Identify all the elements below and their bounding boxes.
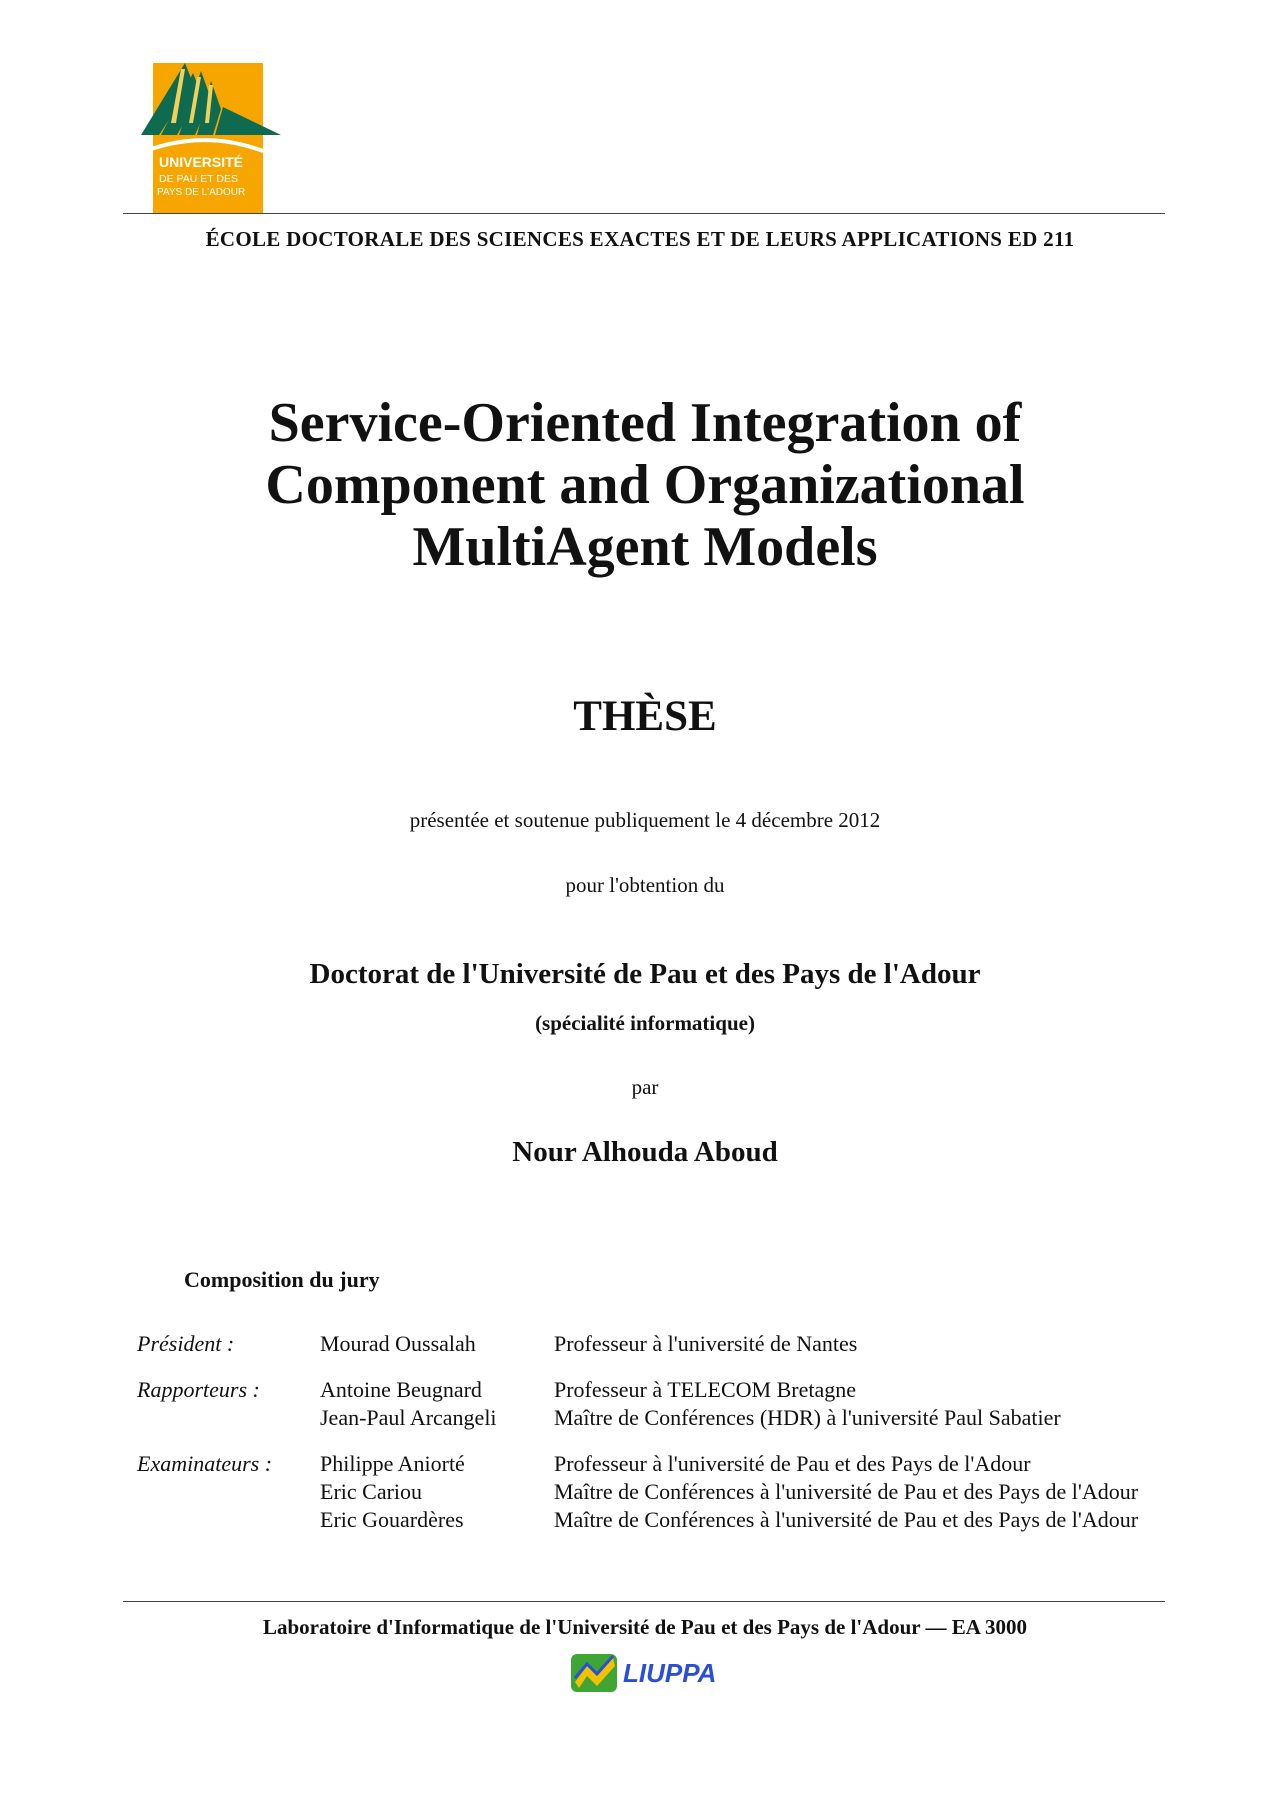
logo-line-2: DE PAU ET DES: [159, 173, 238, 185]
title-line-2: Component and Organizational: [265, 454, 1025, 516]
jury-member-name: Mourad Oussalah: [320, 1331, 476, 1356]
liuppa-text: LIUPPA: [623, 1658, 717, 1688]
thesis-title: [0, 392, 1280, 578]
author-name: Nour Alhouda Aboud: [512, 1136, 778, 1168]
jury-role: Rapporteurs :: [137, 1377, 260, 1402]
presentation-date: présentée et soutenue publiquement le 4 décembre 2012: [409, 808, 881, 832]
jury-row: [137, 1450, 1138, 1478]
thesis-label: THÈSE: [573, 693, 717, 740]
jury-row: [137, 1376, 1138, 1404]
title-line-3: MultiAgent Models: [412, 516, 878, 578]
university-logo-icon: [123, 63, 281, 213]
jury-row: [137, 1404, 1138, 1432]
jury-member-affiliation: Maître de Conférences à l'université de Pau et des Pays de l'Adour: [554, 1479, 1139, 1504]
jury-member-affiliation: Professeur à l'université de Nantes: [554, 1331, 858, 1356]
laboratory-name: Laboratoire d'Informatique de l'Université de Pau et des Pays de l'Adour — EA 3000: [263, 1615, 1027, 1639]
jury-member-affiliation: Professeur à TELECOM Bretagne: [554, 1377, 857, 1402]
jury-row: [137, 1330, 1138, 1358]
by-text: par: [631, 1075, 659, 1099]
obtention-text: pour l'obtention du: [565, 873, 725, 897]
jury-table: [137, 1330, 1138, 1534]
jury-heading: Composition du jury: [184, 1267, 380, 1292]
jury-member-name: Philippe Aniorté: [320, 1451, 465, 1476]
jury-member-name: Antoine Beugnard: [320, 1377, 482, 1402]
jury-role: Président :: [137, 1331, 235, 1356]
liuppa-logo-icon: [569, 1648, 775, 1696]
speciality: (spécialité informatique): [535, 1011, 755, 1035]
footer-rule: [123, 1601, 1165, 1602]
logo-line-1: UNIVERSITÉ: [159, 154, 244, 170]
jury-member-name: Jean-Paul Arcangeli: [320, 1405, 497, 1430]
jury-row: [137, 1506, 1138, 1534]
logo-line-3: PAYS DE L'ADOUR: [157, 187, 246, 198]
doctoral-school: ÉCOLE DOCTORALE DES SCIENCES EXACTES ET DE LEURS APPLICATIONS ED 211: [205, 227, 1075, 251]
jury-role: Examinateurs :: [137, 1451, 273, 1476]
jury-member-name: Eric Cariou: [320, 1479, 423, 1504]
jury-member-affiliation: Maître de Conférences (HDR) à l'université Paul Sabatier: [554, 1405, 1061, 1430]
jury-row: [137, 1478, 1138, 1506]
jury-member-name: Eric Gouardères: [320, 1507, 464, 1532]
jury-member-affiliation: Maître de Conférences à l'université de Pau et des Pays de l'Adour: [554, 1507, 1139, 1532]
header-rule: [123, 213, 1165, 214]
jury-member-affiliation: Professeur à l'université de Pau et des Pays de l'Adour: [554, 1451, 1031, 1476]
title-line-1: Service-Oriented Integration of: [268, 392, 1022, 454]
degree-name: Doctorat de l'Université de Pau et des Pays de l'Adour: [309, 958, 981, 990]
